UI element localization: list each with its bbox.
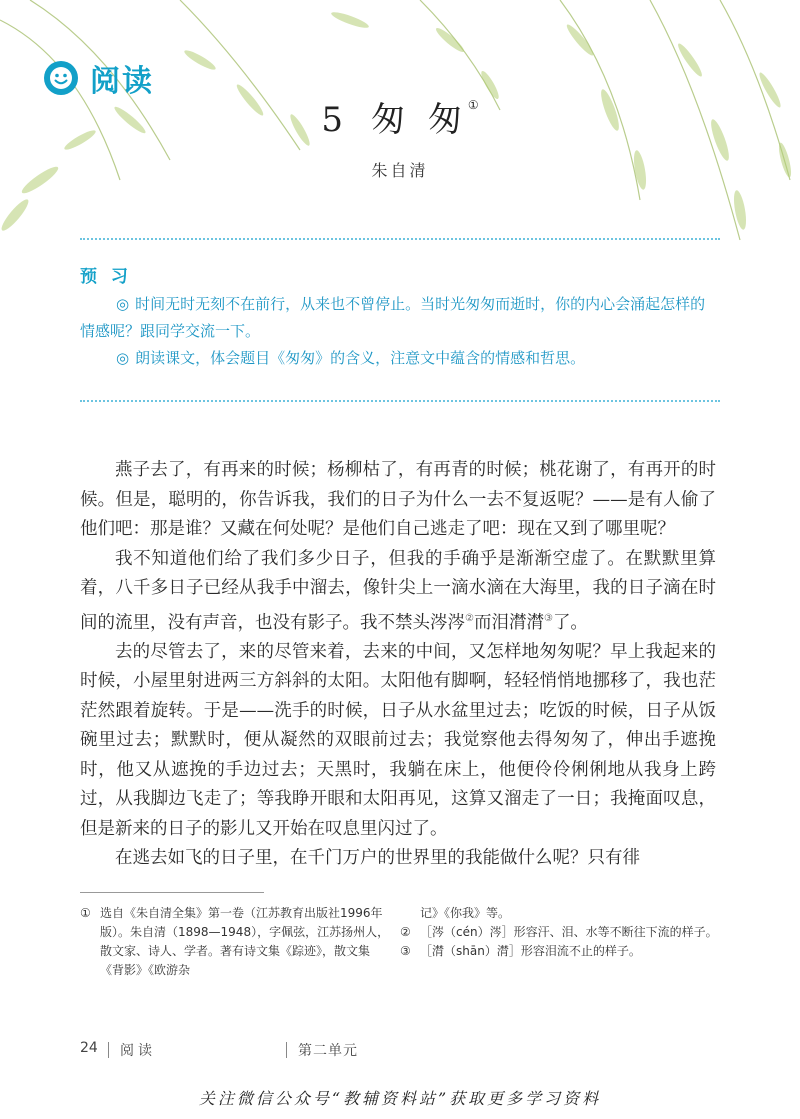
footnote-text: 选自《朱自清全集》第一卷（江苏教育出版社1996年版）。朱自清（1898—1948），字佩弦，江苏扬州人，散文家、诗人、学者。著有诗文集《踪迹》，散文集《背影》《欧游杂 (100, 906, 390, 977)
footnote-column-right (400, 904, 720, 961)
paragraph: 去的尽管去了，来的尽管来着，去来的中间，又怎样地匆匆呢？早上我起来的时候，小屋里射进两三方斜斜的太阳。太阳他有脚啊，轻轻悄悄地挪移了，我也茫茫然跟着旋转。于是——洗手的时候，日子从水盆里过去；吃饭的时候，日子从饭碗里过去；默默时，便从凝然的双眼前过去；我觉察他去得匆匆了，伸出手遮挽时，他又从遮挽的手边过去；天黑时，我躺在床上，他便伶伶俐俐地从我身上跨过，从我脚边飞走了；等我睁开眼和太阳再见，这算又溜走了一日；我掩面叹息，但是新来的日子的影儿又开始在叹息里闪过了。 (80, 641, 716, 839)
footnote-rule (80, 892, 264, 893)
footnote-ref: ③ (543, 612, 553, 624)
footnote-item (400, 923, 720, 942)
folio-separator (108, 1042, 109, 1058)
lesson-number: 5 (321, 100, 350, 140)
paragraph: 我不知道他们给了我们多少日子，但我的手确乎是渐渐空虚了。在默默里算着，八千多日子已经从我手中溜去，像针尖上一滴水滴在大海里，我的日子滴在时间的流里，没有声音，也没有影子。我不禁头涔涔②而泪潸潸③了。 (80, 548, 716, 633)
preview-item-text: 朗读课文，体会题目《匆匆》的含义，注意文中蕴含的情感和哲思。 (135, 349, 586, 367)
folio-unit-label: 第二单元 (298, 1043, 358, 1059)
page-folio (80, 1040, 720, 1060)
title-footnote-mark: ① (467, 97, 479, 112)
folio-separator (286, 1042, 287, 1058)
lesson-title (0, 92, 800, 141)
essay-body (80, 456, 716, 874)
preview-heading: 预 习 (80, 267, 132, 287)
footnote-text: ［涔（cén）涔］形容汗、泪、水等不断往下流的样子。 (420, 925, 718, 939)
footnote-item (400, 942, 720, 961)
section-title: 阅读 (90, 64, 154, 99)
page-number: 24 (80, 1040, 98, 1056)
author-name: 朱自清 (371, 161, 429, 180)
preview-item (80, 291, 720, 345)
dotted-divider-top (80, 238, 720, 240)
circle-bullet-icon: ◎ (116, 295, 130, 313)
circle-bullet-icon: ◎ (116, 349, 130, 367)
footnote-number: ① (80, 906, 91, 920)
dotted-divider-bottom (80, 400, 720, 402)
footnote-number: ② (400, 925, 411, 939)
lesson-title-text: 匆 匆 (371, 100, 468, 140)
folio-section-label: 阅读 (120, 1043, 156, 1059)
footnote-ref: ② (465, 612, 474, 624)
preview-item-text: 时间无时无刻不在前行，从来也不曾停止。当时光匆匆而逝时，你的内心会涌起怎样的情感呢？跟同学交流一下。 (80, 295, 706, 340)
footnote-text: ［潸（shān）潸］形容泪流不止的样子。 (420, 944, 641, 958)
footnote-item (80, 904, 390, 980)
paragraph: 燕子去了，有再来的时候；杨柳枯了，有再青的时候；桃花谢了，有再开的时候。但是，聪明的，你告诉我，我们的日子为什么一去不复返呢？——是有人偷了他们吧：那是谁？又藏在何处呢？是他们自己逃走了吧：现在又到了哪里呢？ (80, 460, 716, 539)
footnote-continuation: 记》《你我》等。 (420, 906, 511, 920)
watermark-text: 关注微信公众号“教辅资料站”获取更多学习资料 (198, 1089, 602, 1108)
preview-item (80, 345, 720, 372)
footnote-column-left (80, 904, 390, 980)
paragraph: 在逃去如飞的日子里，在千门万户的世界里的我能做什么呢？只有徘 (115, 848, 640, 869)
footnote-number: ③ (400, 944, 411, 958)
